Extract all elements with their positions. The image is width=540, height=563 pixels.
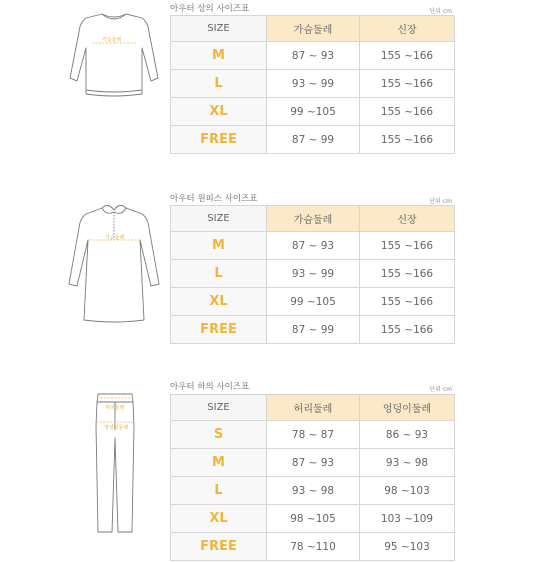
size-table (170, 15, 455, 154)
table-row (171, 98, 455, 126)
height-value: 155 ~166 (360, 316, 455, 344)
table-row (171, 70, 455, 98)
table-row (171, 449, 455, 477)
dress-size-section (0, 188, 540, 348)
chest-measure-label: 가슴둘레 (102, 37, 122, 43)
height-value: 155 ~166 (360, 260, 455, 288)
table-row (171, 477, 455, 505)
chest-value: 93 ~ 99 (267, 260, 360, 288)
header-waist: 허리둘레 (267, 395, 360, 421)
hip-value: 93 ~ 98 (360, 449, 455, 477)
chest-value: 87 ~ 99 (267, 316, 360, 344)
chest-value: 99 ~105 (267, 288, 360, 316)
size-label: FREE (171, 126, 267, 154)
height-value: 155 ~166 (360, 70, 455, 98)
header-size: SIZE (171, 206, 267, 232)
height-value: 155 ~166 (360, 126, 455, 154)
waist-value: 98 ~105 (267, 505, 360, 533)
chest-value: 87 ~ 93 (267, 42, 360, 70)
header-size: SIZE (171, 395, 267, 421)
size-label: XL (171, 505, 267, 533)
table-row (171, 505, 455, 533)
header-hip: 엉덩이둘레 (360, 395, 455, 421)
height-value: 155 ~166 (360, 98, 455, 126)
dress-illustration (62, 198, 166, 328)
table-row (171, 316, 455, 344)
section-caption: 아우터 하의 사이즈표 (170, 382, 250, 392)
table-row (171, 288, 455, 316)
waist-value: 93 ~ 98 (267, 477, 360, 505)
size-label: S (171, 421, 267, 449)
sweater-illustration (62, 8, 166, 100)
dress-icon (62, 198, 166, 328)
section-caption: 아우터 원피스 사이즈표 (170, 194, 258, 204)
chest-value: 87 ~ 93 (267, 232, 360, 260)
chest-measure-label: 가슴둘레 (105, 235, 125, 241)
table-row (171, 533, 455, 561)
waist-measure-label: 허리둘레 (105, 405, 125, 411)
pants-illustration (62, 386, 166, 534)
unit-label: 단위 cm (429, 198, 452, 205)
header-size: SIZE (171, 16, 267, 42)
chest-value: 99 ~105 (267, 98, 360, 126)
unit-label: 단위 cm (429, 8, 452, 15)
table-row (171, 126, 455, 154)
size-label: M (171, 232, 267, 260)
waist-value: 78 ~ 87 (267, 421, 360, 449)
size-label: M (171, 449, 267, 477)
pants-size-section (0, 378, 540, 563)
tops-size-section (0, 0, 540, 160)
table-header-row (171, 395, 455, 421)
hip-value: 95 ~103 (360, 533, 455, 561)
table-row (171, 421, 455, 449)
table-header-row (171, 16, 455, 42)
size-label: L (171, 477, 267, 505)
unit-label: 단위 cm (429, 386, 452, 393)
size-table (170, 394, 455, 561)
hip-value: 103 ~109 (360, 505, 455, 533)
waist-value: 78 ~110 (267, 533, 360, 561)
header-height: 신장 (360, 206, 455, 232)
table-row (171, 42, 455, 70)
sweater-icon (62, 8, 166, 100)
size-table (170, 205, 455, 344)
table-row (171, 232, 455, 260)
section-caption: 아우터 상의 사이즈표 (170, 4, 250, 14)
size-label: XL (171, 288, 267, 316)
table-row (171, 260, 455, 288)
hip-value: 98 ~103 (360, 477, 455, 505)
size-label: FREE (171, 316, 267, 344)
size-label: L (171, 70, 267, 98)
header-chest: 가슴둘레 (267, 16, 360, 42)
size-label: FREE (171, 533, 267, 561)
size-label: L (171, 260, 267, 288)
size-label: M (171, 42, 267, 70)
height-value: 155 ~166 (360, 232, 455, 260)
height-value: 155 ~166 (360, 42, 455, 70)
hip-measure-label: 엉덩이둘레 (104, 425, 129, 431)
header-height: 신장 (360, 16, 455, 42)
hip-value: 86 ~ 93 (360, 421, 455, 449)
size-label: XL (171, 98, 267, 126)
header-chest: 가슴둘레 (267, 206, 360, 232)
chest-value: 93 ~ 99 (267, 70, 360, 98)
table-header-row (171, 206, 455, 232)
chest-value: 87 ~ 99 (267, 126, 360, 154)
waist-value: 87 ~ 93 (267, 449, 360, 477)
height-value: 155 ~166 (360, 288, 455, 316)
